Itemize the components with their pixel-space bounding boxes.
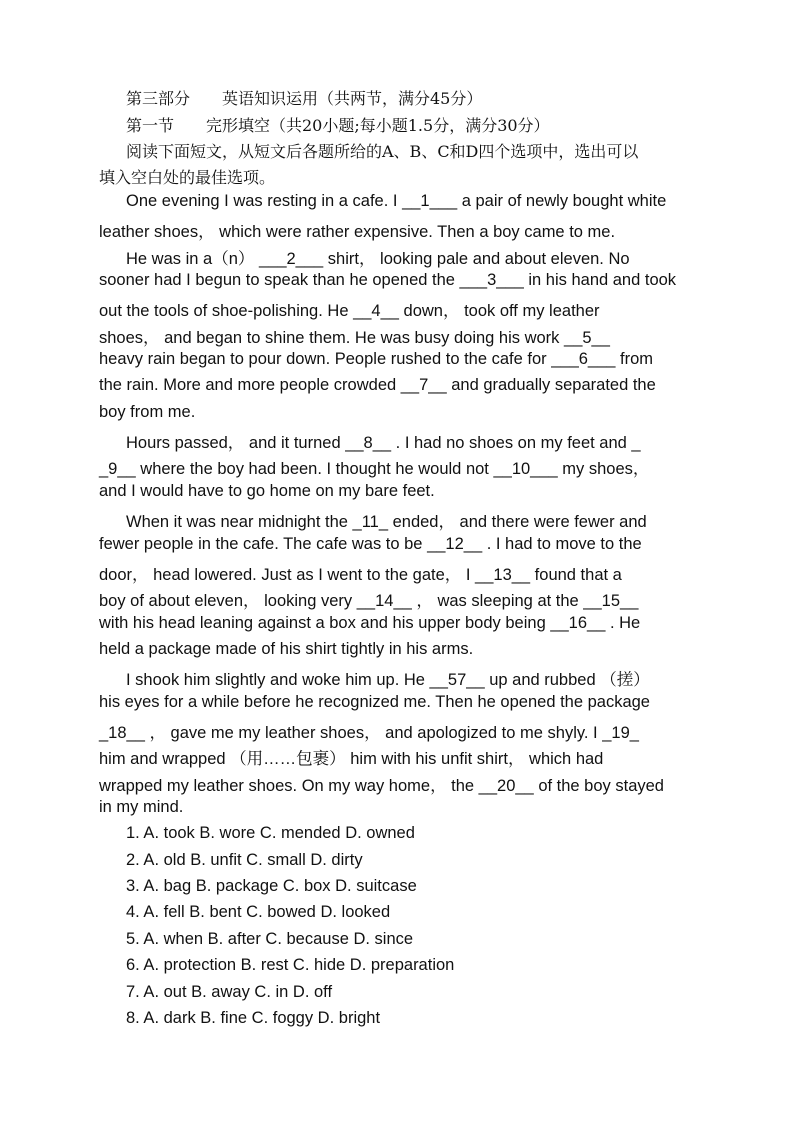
passage-line: out the tools of shoe-polishing. He __4__ down， took off my leather [99, 302, 600, 320]
section-title: 第一节 完形填空（共20小题;每小题1.5分，满分30分） [126, 116, 550, 135]
instruction-line: 阅读下面短文，从短文后各题所给的A、B、C和D四个选项中，选出可以 [126, 142, 639, 161]
passage-line: One evening I was resting in a cafe. I __1___ a pair of newly bought white [126, 192, 667, 210]
question-option-row: 1. A. took B. wore C. mended D. owned [126, 824, 415, 842]
question-option-row: 3. A. bag B. package C. box D. suitcase [126, 877, 417, 895]
passage-line: and I would have to go home on my bare feet. [99, 482, 435, 500]
passage-line: door， head lowered. Just as I went to the gate， I __13__ found that a [99, 566, 622, 584]
part-title: 第三部分 英语知识运用（共两节，满分45分） [126, 89, 483, 108]
passage-line: him and wrapped （用……包裹） him with his unfit shirt， which had [99, 750, 604, 768]
question-option-row: 7. A. out B. away C. in D. off [126, 983, 333, 1001]
passage-line: When it was near midnight the _11_ ended， and there were fewer and [126, 513, 647, 531]
passage-line: heavy rain began to pour down. People rushed to the cafe for ___6___ from [99, 350, 654, 368]
passage-line: shoes， and began to shine them. He was busy doing his work __5__ [99, 329, 610, 347]
passage-line: boy from me. [99, 403, 196, 421]
passage-line: with his head leaning against a box and his upper body being __16__ . He [99, 614, 641, 632]
passage-line: wrapped my leather shoes. On my way home， the __20__ of the boy stayed [99, 777, 664, 795]
passage-line: I shook him slightly and woke him up. He __57__ up and rubbed （搓） [126, 671, 650, 689]
passage-line: He was in a（n） ___2___ shirt， looking pale and about eleven. No [126, 250, 630, 268]
passage-line: fewer people in the cafe. The cafe was to be __12__ . I had to move to the [99, 535, 642, 553]
passage-line: boy of about eleven， looking very __14__ ， was sleeping at the __15__ [99, 592, 639, 610]
passage-line: his eyes for a while before he recognized me. Then he opened the package [99, 693, 650, 711]
passage-line: sooner had I begun to speak than he opened the ___3___ in his hand and took [99, 271, 677, 289]
passage-line: Hours passed， and it turned __8__ . I had no shoes on my feet and _ [126, 434, 641, 452]
question-option-row: 6. A. protection B. rest C. hide D. preparation [126, 956, 455, 974]
passage-line: _18__ ， gave me my leather shoes， and apologized to me shyly. I _19_ [99, 724, 639, 742]
question-option-row: 5. A. when B. after C. because D. since [126, 930, 414, 948]
passage-line: in my mind. [99, 798, 184, 816]
passage-line: the rain. More and more people crowded __7__ and gradually separated the [99, 376, 656, 394]
instruction-line: 填入空白处的最佳选项。 [99, 168, 276, 187]
passage-line: held a package made of his shirt tightly in his arms. [99, 640, 474, 658]
question-option-row: 2. A. old B. unfit C. small D. dirty [126, 851, 363, 869]
passage-line: _9__ where the boy had been. I thought he would not __10___ my shoes， [99, 460, 650, 478]
question-option-row: 8. A. dark B. fine C. foggy D. bright [126, 1009, 381, 1027]
question-option-row: 4. A. fell B. bent C. bowed D. looked [126, 903, 391, 921]
passage-line: leather shoes， which were rather expensive. Then a boy came to me. [99, 223, 616, 241]
